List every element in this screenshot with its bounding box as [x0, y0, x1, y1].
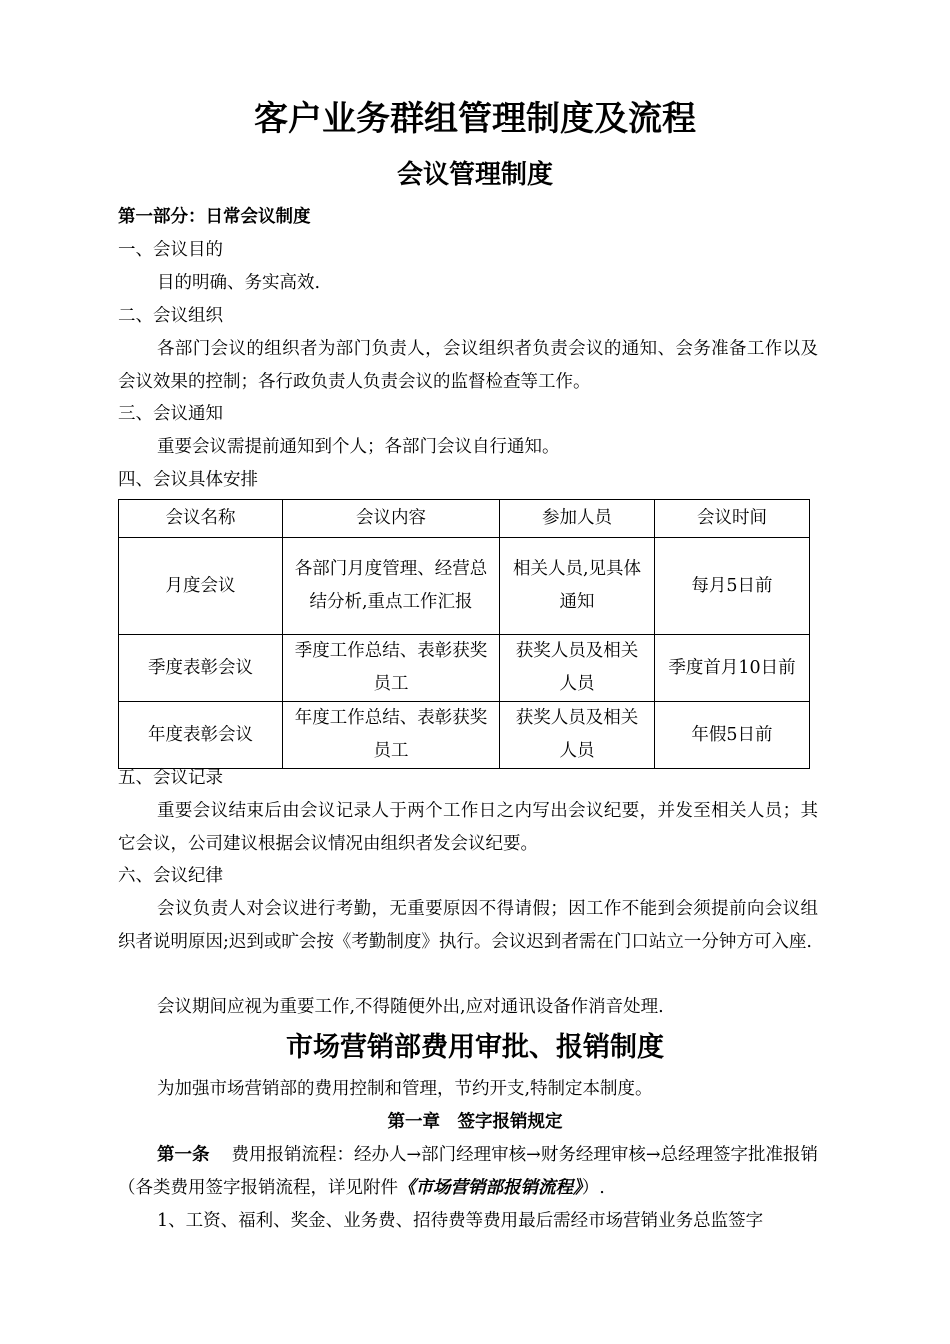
section-title-2: 市场营销部费用审批、报销制度: [286, 1032, 664, 1063]
table-cell: 季度工作总结、表彰获奖员工: [283, 635, 500, 702]
s2-heading: 二、会议组织: [118, 306, 223, 326]
table-header-cell: 会议名称: [119, 500, 283, 538]
s3-heading: 三、会议通知: [118, 404, 223, 424]
table-header-cell: 会议时间: [655, 500, 810, 538]
s6-text-1: 会议负责人对会议进行考勤，无重要原因不得请假；因工作不能到会须提前向会议组织者说明原因;迟到或旷会按《考勤制度》执行。会议迟到者需在门口站立一分钟方可入座.: [118, 899, 818, 952]
s6-heading: 六、会议纪律: [118, 866, 223, 886]
article-text: 费用报销流程：经办人→部门经理审核→财务经理审核→总经理签字批准报销（各类费用签字报销流程，详见附件: [118, 1145, 818, 1198]
intro-text: 为加强市场营销部的费用控制和管理，节约开支,特制定本制度。: [157, 1079, 653, 1099]
table-row: [119, 538, 810, 635]
article-1: [118, 1139, 818, 1205]
table-cell: 每月5日前: [655, 538, 810, 635]
table-cell: 月度会议: [119, 538, 283, 635]
s4-heading: 四、会议具体安排: [118, 470, 258, 490]
table-cell: 获奖人员及相关人员: [500, 702, 655, 769]
chapter-heading: 第一章 签字报销规定: [387, 1112, 563, 1132]
s5-heading: 五、会议记录: [118, 768, 223, 788]
s1-heading: 一、会议目的: [118, 240, 223, 260]
table-header-cell: 会议内容: [283, 500, 500, 538]
table-cell: 年假5日前: [655, 702, 810, 769]
s5-text: 重要会议结束后由会议记录人于两个工作日之内写出会议纪要，并发至相关人员；其它会议，公司建议根据会议情况由组织者发会议纪要。: [118, 801, 818, 854]
part1-heading: 第一部分：日常会议制度: [118, 207, 311, 227]
table-cell: 季度表彰会议: [119, 635, 283, 702]
page-title: 客户业务群组管理制度及流程: [254, 99, 696, 139]
table-cell: 相关人员,见具体通知: [500, 538, 655, 635]
table-cell: 季度首月10日前: [655, 635, 810, 702]
s6-text-2: 会议期间应视为重要工作,不得随便外出,应对通讯设备作消音处理.: [157, 997, 664, 1017]
article-text-end: ）.: [581, 1178, 605, 1198]
meeting-schedule-table: [118, 499, 810, 769]
s1-text: 目的明确、务实高效.: [157, 273, 321, 293]
table-row: [119, 702, 810, 769]
table-cell: 获奖人员及相关人员: [500, 635, 655, 702]
table-cell: 年度表彰会议: [119, 702, 283, 769]
table-row: [119, 635, 810, 702]
table-cell: 各部门月度管理、经营总结分析,重点工作汇报: [283, 538, 500, 635]
article-label: 第一条: [157, 1145, 210, 1165]
table-cell: 年度工作总结、表彰获奖员工: [283, 702, 500, 769]
s3-text: 重要会议需提前通知到个人；各部门会议自行通知。: [157, 437, 560, 457]
s2-text: 各部门会议的组织者为部门负责人，会议组织者负责会议的通知、会务准备工作以及会议效果的控制；各行政负责人负责会议的监督检查等工作。: [118, 339, 818, 392]
item-1-text: 1、工资、福利、奖金、业务费、招待费等费用最后需经市场营销业务总监签字: [157, 1211, 764, 1231]
table-header-cell: 参加人员: [500, 500, 655, 538]
section-title: 会议管理制度: [396, 160, 553, 190]
table-header-row: [119, 500, 810, 538]
article-ref: 《市场营销部报销流程》: [398, 1178, 582, 1198]
